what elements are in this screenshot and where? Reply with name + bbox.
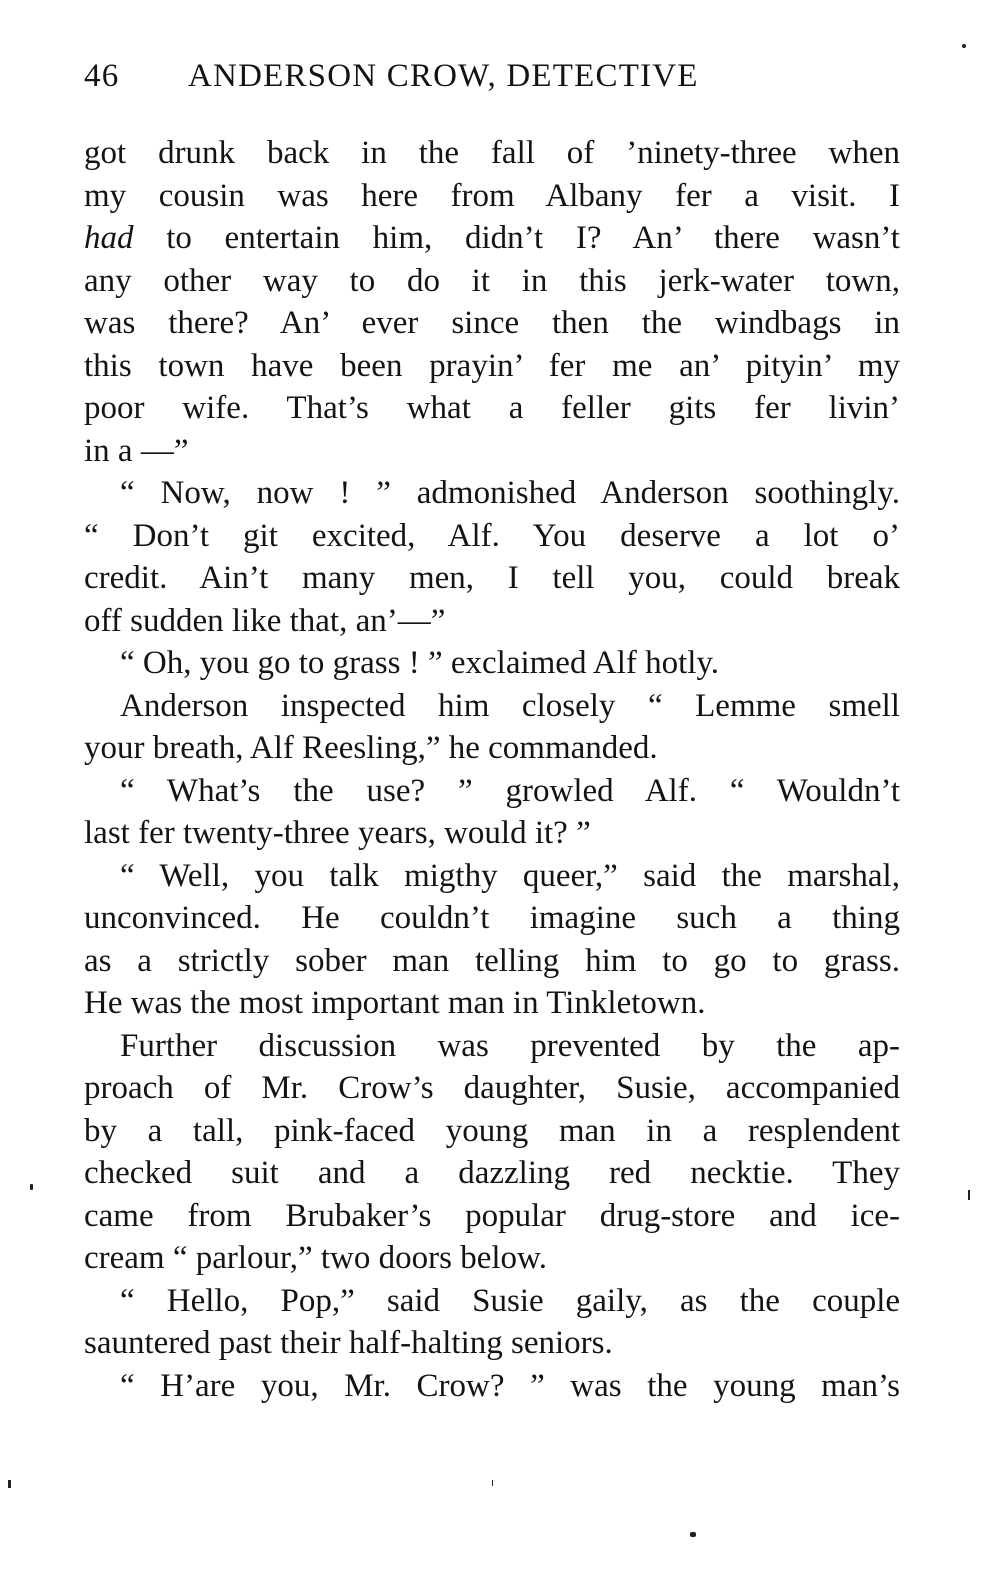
scan-speck bbox=[962, 44, 966, 48]
text-line: was there? An’ ever since then the windbags in bbox=[84, 305, 900, 341]
text-line: any other way to do it in this jerk-water town, bbox=[84, 262, 901, 299]
text-line: “ What’s the use? ” growled Alf. “ Wouldn’t bbox=[120, 772, 901, 809]
scan-speck bbox=[690, 1532, 696, 1537]
text-line: checked suit and a dazzling red necktie. They bbox=[84, 1155, 900, 1191]
scan-speck bbox=[968, 1190, 970, 1200]
text-line: “ Don’t git excited, Alf. You deserve a lot o’ bbox=[84, 517, 900, 554]
text-line: got drunk back in the fall of ’ninety-three when bbox=[84, 135, 900, 171]
text-line: He was the most important man in Tinkletown. bbox=[84, 985, 706, 1021]
text-line: sauntered past their half-halting seniors. bbox=[84, 1325, 613, 1361]
text-line: had to entertain him, didn’t I? An’ there wasn’t bbox=[84, 220, 900, 256]
text-line: came from Brubaker’s popular drug-store and ice- bbox=[84, 1197, 900, 1234]
text-line: in a —” bbox=[84, 432, 189, 469]
scan-speck bbox=[30, 1184, 33, 1190]
text-line: Further discussion was prevented by the ap- bbox=[120, 1027, 900, 1064]
text-line: last fer twenty-three years, would it? ” bbox=[84, 815, 591, 851]
text-line: cream “ parlour,” two doors below. bbox=[84, 1240, 547, 1276]
text-line: poor wife. That’s what a feller gits fer livin’ bbox=[84, 390, 901, 426]
text-line: by a tall, pink-faced young man in a resplendent bbox=[84, 1112, 900, 1149]
text-line: my cousin was here from Albany fer a visit. I bbox=[84, 177, 901, 214]
text-line: unconvinced. He couldn’t imagine such a thing bbox=[84, 900, 900, 936]
text-line: “ Well, you talk migthy queer,” said the marshal, bbox=[120, 857, 900, 894]
running-title: ANDERSON CROW, DETECTIVE bbox=[188, 58, 699, 94]
page-number: 46 bbox=[84, 58, 120, 94]
scan-speck bbox=[492, 1480, 493, 1486]
text-line: as a strictly sober man telling him to go to grass. bbox=[84, 942, 900, 979]
text-line: “ Oh, you go to grass ! ” exclaimed Alf hotly. bbox=[120, 645, 720, 681]
text-line: credit. Ain’t many men, I tell you, could break bbox=[84, 560, 901, 596]
scan-speck bbox=[8, 1480, 11, 1488]
text-line: your breath, Alf Reesling,” he commanded. bbox=[84, 730, 658, 766]
running-head bbox=[84, 58, 900, 106]
text-line: “ H’are you, Mr. Crow? ” was the young man’s bbox=[120, 1367, 900, 1404]
text-line: Anderson inspected him closely “ Lemme smell bbox=[120, 687, 900, 724]
body-text bbox=[84, 132, 900, 1407]
text-line: “ Now, now ! ” admonished Anderson soothingly. bbox=[120, 475, 900, 511]
book-page bbox=[84, 58, 900, 1407]
text-line: this town have been prayin’ fer me an’ pityin’ my bbox=[84, 347, 901, 384]
text-line: proach of Mr. Crow’s daughter, Susie, accompanied bbox=[84, 1070, 901, 1106]
text-line: off sudden like that, an’—” bbox=[84, 602, 446, 639]
text-line: “ Hello, Pop,” said Susie gaily, as the couple bbox=[120, 1282, 901, 1319]
